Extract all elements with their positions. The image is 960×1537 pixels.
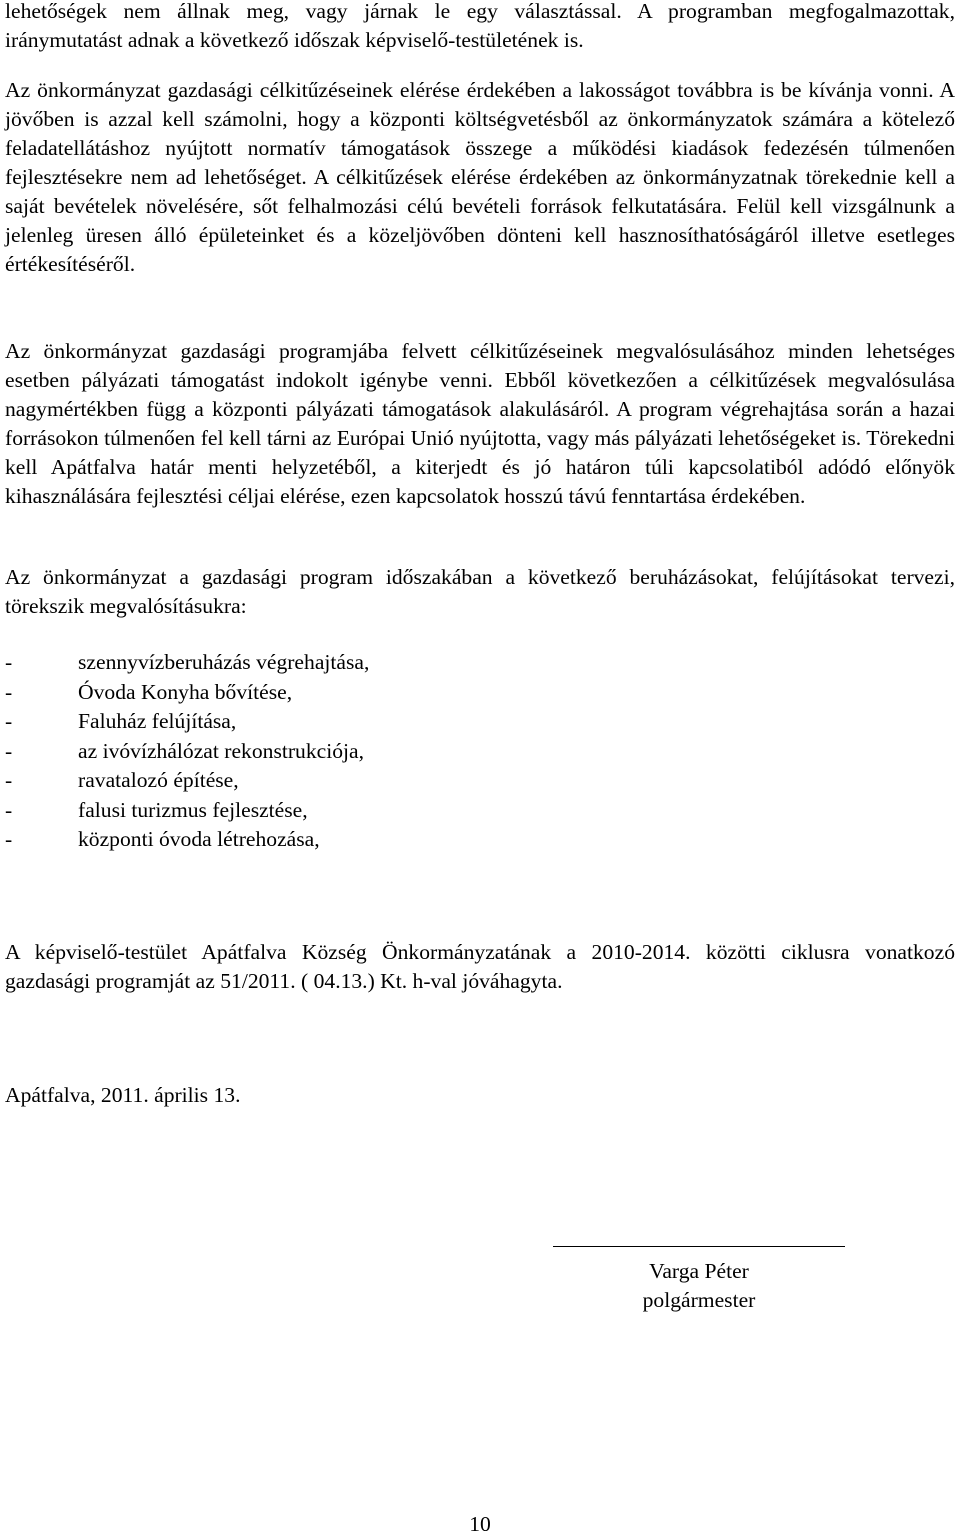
list-item (5, 648, 369, 678)
list-item-text: Óvoda Konyha bővítése, (78, 679, 293, 704)
list-item (5, 707, 369, 737)
bullet-dash: - (5, 709, 13, 733)
page-number: 10 (469, 1512, 491, 1536)
paragraph-economic-goals: Az önkormányzat gazdasági célkitűzéseinek elérése érdekében a lakosságot továbbra is be kívánja vonni. A jövőben is azzal kell számolni, hogy a központi költségvetésből az önkormányzatok számára a kötelező feladatellátáshoz nyújtott normatív támogatások összege a működési kiadások fedezésén túlmenően fejlesztésekre nem ad lehetőséget. A célkitűzések elérése érdekében az önkormányzatnak törekednie kell a saját bevételek növelésére, sőt felhalmozási célú bevételi források felkutatására. Felül kell vizsgálnunk a jelenleg üresen álló épületeinket és a közeljövőben dönteni kell hasznosíthatóságáról illetve esetleges értékesítéséről. (5, 78, 955, 276)
signatory-name: Varga Péter (649, 1259, 749, 1283)
paragraph-investments-intro: Az önkormányzat a gazdasági program időszakában a következő beruházásokat, felújításokat tervezi, törekszik megvalósításukra: (5, 565, 955, 618)
list-item (5, 766, 369, 796)
list-item-text: falusi turizmus fejlesztése, (78, 797, 308, 822)
bullet-dash: - (5, 827, 13, 851)
bullet-dash: - (5, 679, 13, 704)
bullet-dash: - (5, 768, 13, 792)
list-item-text: az ivóvízhálózat rekonstrukciója, (78, 738, 365, 763)
list-item (5, 825, 369, 855)
list-item (5, 796, 369, 826)
paragraph-intro-continuation: lehetőségek nem állnak meg, vagy járnak le egy választással. A programban megfogalmazottak, iránymutatást adnak a következő időszak képviselő-testületének is. (5, 0, 955, 52)
list-item-text: Faluház felújítása, (78, 709, 237, 733)
signatory-title: polgármester (642, 1288, 756, 1312)
place-and-date: Apátfalva, 2011. április 13. (5, 1083, 241, 1107)
paragraph-approval: A képviselő-testület Apátfalva Község Önkormányzatának a 2010-2014. közötti ciklusra vonatkozó gazdasági programját az 51/2011. ( 04.13.) Kt. h-val jóváhagyta. (5, 940, 955, 993)
signature-line (553, 1246, 845, 1247)
bullet-dash: - (5, 797, 13, 822)
bullet-dash: - (5, 650, 13, 674)
list-item (5, 737, 369, 767)
paragraph-tender-support: Az önkormányzat gazdasági programjába felvett célkitűzéseinek megvalósulásához minden lehetséges esetben pályázati támogatást indokolt igénybe venni. Ebből következően a célkitűzések megvalósulása nagymértékben függ a központi pályázati támogatások alakulásáról. A program végrehajtása során a hazai forrásokon túlmenően fel kell tárni az Európai Unió nyújtotta, vagy más pályázati lehetőségeket is. Törekedni kell Apátfalva határ menti helyzetéből, a kiterjedt és jó határon túli kapcsolatiból adódó előnyök kihasználására fejlesztési céljai elérése, ezen kapcsolatok hosszú távú fenntartása érdekében. (5, 339, 955, 508)
list-item-text: szennyvízberuházás végrehajtása, (78, 650, 370, 674)
list-item-text: központi óvoda létrehozása, (78, 827, 320, 851)
bullet-dash: - (5, 738, 13, 763)
list-item-text: ravatalozó építése, (78, 768, 239, 792)
list-item (5, 678, 369, 708)
investment-list (5, 648, 369, 855)
